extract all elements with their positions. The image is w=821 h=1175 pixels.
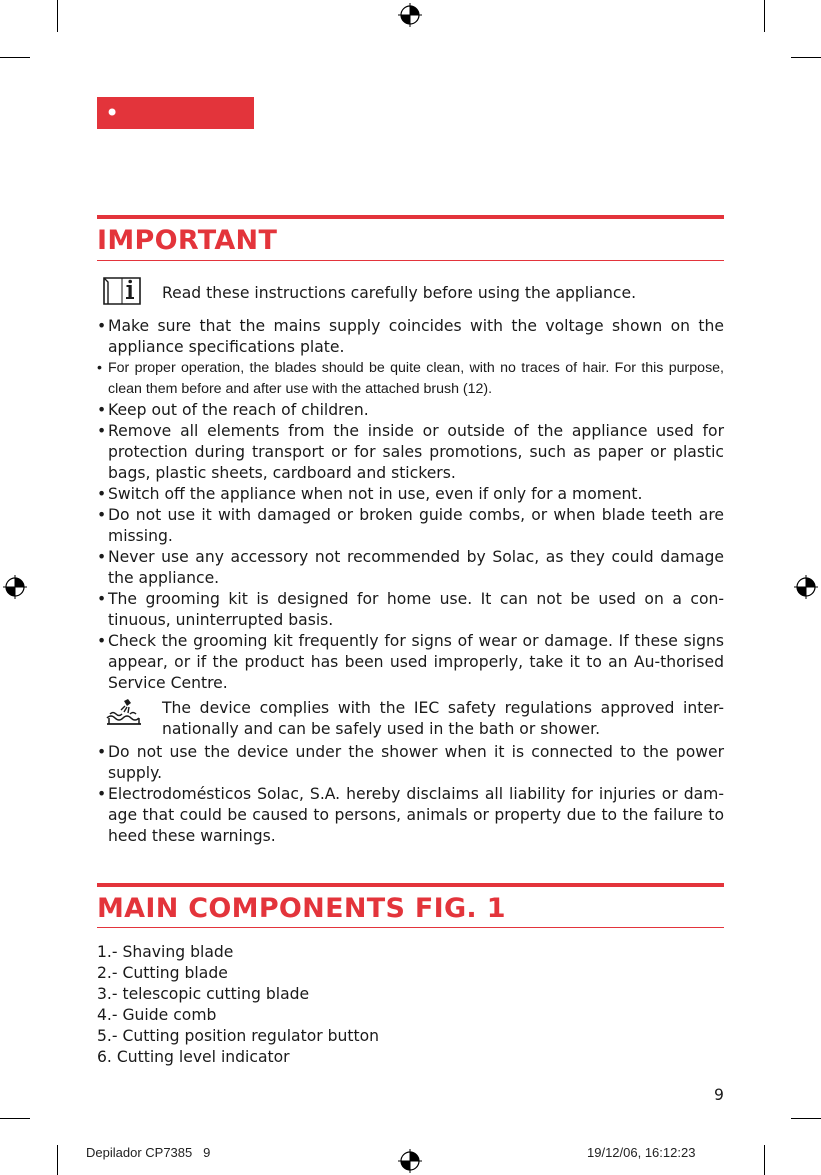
page-number: 9 xyxy=(714,1086,724,1104)
list-item: • The grooming kit is designed for home use. It can not be used on a con-tinuous, uninterrupted basis. xyxy=(97,589,724,631)
list-item: 2.- Cutting blade xyxy=(97,964,228,982)
crop-mark xyxy=(57,1145,58,1175)
list-item: 1.- Shaving blade xyxy=(97,943,234,961)
info-book-icon xyxy=(101,276,143,306)
info-note: Read these instructions carefully before using the appliance. xyxy=(162,284,637,302)
footer-file-label: Depilador CP7385 9 xyxy=(86,1145,211,1160)
section-rule-thin xyxy=(97,260,724,261)
crop-mark xyxy=(764,1145,765,1175)
important-bullets-after xyxy=(97,742,724,847)
list-item: • Remove all elements from the inside or outside of the appliance used for protection during transport or for sales promotions, such as paper or plastic bags, plastic sheets, cardboard and stickers. xyxy=(97,421,724,484)
crop-mark xyxy=(791,57,821,58)
crop-mark xyxy=(0,1118,30,1119)
list-item: 4.- Guide comb xyxy=(97,1006,217,1024)
bath-shower-icon xyxy=(104,698,144,728)
list-item: • Make sure that the mains supply coincides with the voltage shown on the appliance specifications plate. xyxy=(97,316,724,358)
list-item: 6. Cutting level indicator xyxy=(97,1048,290,1066)
registration-mark-icon xyxy=(398,3,422,27)
list-item: • Check the grooming kit frequently for signs of wear or damage. If these signs appear, or if the product has been used improperly, take it to an Au-thorised Service Centre. xyxy=(97,631,724,694)
important-bullets xyxy=(97,316,724,694)
list-item: • Switch off the appliance when not in use, even if only for a moment. xyxy=(97,484,724,505)
list-item: • Electrodomésticos Solac, S.A. hereby disclaims all liability for injuries or dam-age that could be caused to persons, animals or property due to the failure to heed these warnings. xyxy=(97,784,724,847)
section-rule-thick xyxy=(97,215,724,219)
components-heading: MAIN COMPONENTS FIG. 1 xyxy=(97,893,506,924)
list-item: 3.- telescopic cutting blade xyxy=(97,985,310,1003)
components-list xyxy=(97,942,379,1068)
list-item: • For proper operation, the blades should be quite clean, with no traces of hair. For this purpose, clean them before and after use with the attached brush (12). xyxy=(97,358,724,400)
crop-mark xyxy=(57,0,58,32)
list-item: • Do not use the device under the shower when it is connected to the power supply. xyxy=(97,742,724,784)
registration-mark-icon xyxy=(794,575,818,599)
list-item: • Never use any accessory not recommended by Solac, as they could damage the appliance. xyxy=(97,547,724,589)
shower-note: The device complies with the IEC safety regulations approved inter-nationally and can be safely used in the bath or shower. xyxy=(162,699,724,738)
important-heading: IMPORTANT xyxy=(97,225,278,256)
list-item: • Do not use it with damaged or broken guide combs, or when blade teeth are missing. xyxy=(97,505,724,547)
crop-mark xyxy=(791,1118,821,1119)
crop-mark xyxy=(0,57,30,58)
registration-mark-icon xyxy=(398,1149,422,1173)
list-item: • Keep out of the reach of children. xyxy=(97,400,724,421)
section-rule-thick xyxy=(97,883,724,887)
section-rule-thin xyxy=(97,927,724,928)
language-tag: • ENGLISH xyxy=(97,97,254,129)
list-item: 5.- Cutting position regulator button xyxy=(97,1027,380,1045)
footer-timestamp: 19/12/06, 16:12:23 xyxy=(587,1145,696,1160)
crop-mark xyxy=(764,0,765,32)
registration-mark-icon xyxy=(3,575,27,599)
